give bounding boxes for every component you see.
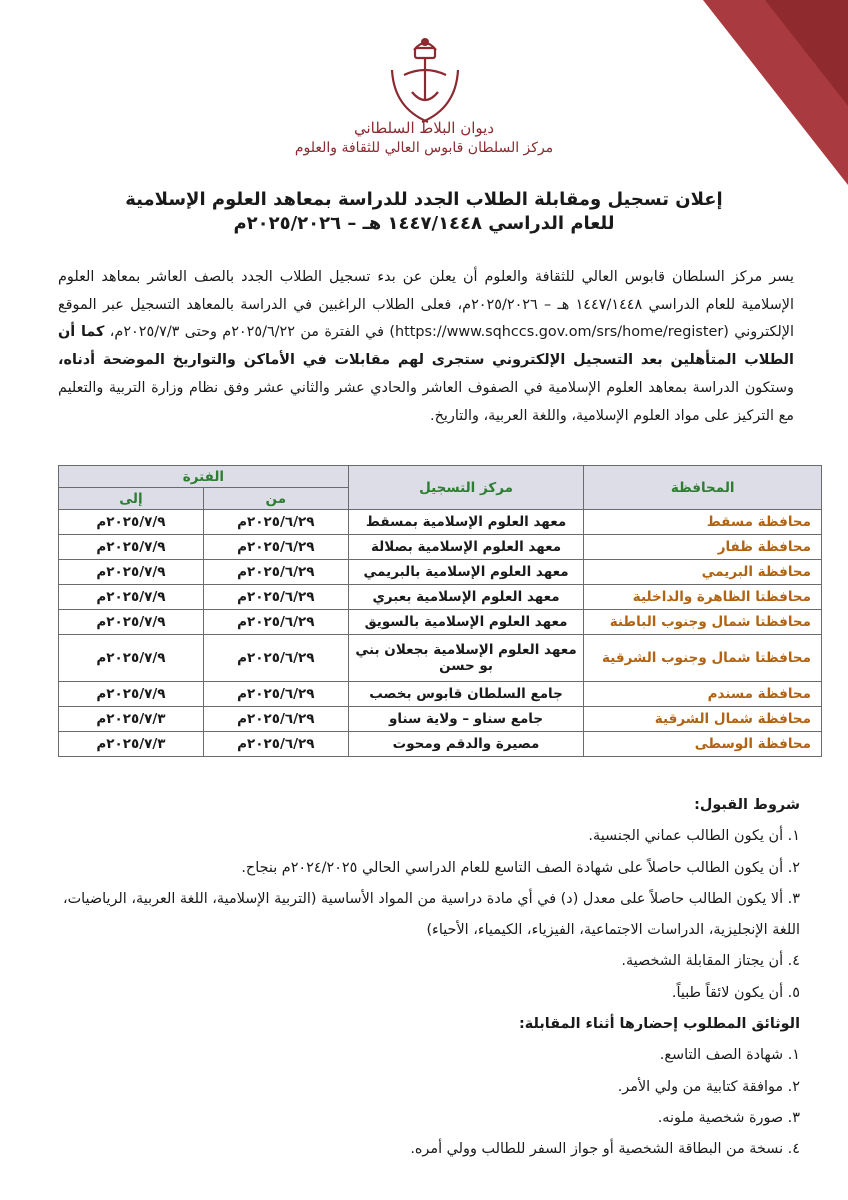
cell-governorate: محافظتا شمال وجنوب الباطنة [584, 610, 822, 635]
title-line1: إعلان تسجيل ومقابلة الطلاب الجدد للدراسة بمعاهد العلوم الإسلامية [125, 189, 723, 210]
table-row [59, 535, 822, 560]
intro-text-2: وستكون الدراسة بمعاهد العلوم الإسلامية في الصفوف العاشر والحادي عشر والثاني عشر وفق نظام وزارة التربية والتعليم مع التركيز على مواد العلوم الإسلامية، واللغة العربية، والتاريخ. [58, 379, 794, 424]
intro-text-bold: كما أن الطلاب المتأهلين بعد التسجيل الإلكتروني ستجرى لهم مقابلات في الأماكن والتواريخ الموضحة أدناه، [58, 324, 794, 369]
cell-governorate: محافظتا شمال وجنوب الشرقية [584, 635, 822, 682]
cell-to: ٢٠٢٥/٧/٩م [59, 560, 204, 585]
header-period: الفترة [59, 466, 349, 488]
list-item: ٣. ألا يكون الطالب حاصلاً على معدل (د) في أي مادة دراسية من المواد الأساسية (التربية الإسلامية، اللغة العربية، الرياضيات، اللغة الإنجليزية، الدراسات الاجتماعية، الفيزياء، الكيمياء، الأحياء) [62, 890, 800, 939]
conditions-section [60, 790, 800, 1166]
cell-governorate: محافظتا الظاهرة والداخلية [584, 585, 822, 610]
cell-to: ٢٠٢٥/٧/٣م [59, 707, 204, 732]
cell-center: معهد العلوم الإسلامية بمسقط [348, 510, 584, 535]
cell-to: ٢٠٢٥/٧/٩م [59, 635, 204, 682]
conditions-heading: شروط القبول: [694, 797, 800, 813]
org-name-line2: مركز السلطان قابوس العالي للثقافة والعلوم [294, 140, 554, 156]
title-line2: للعام الدراسي ١٤٤٧/١٤٤٨ هـ – ٢٠٢٥/٢٠٢٦م [233, 213, 615, 234]
cell-center: معهد العلوم الإسلامية بعبري [348, 585, 584, 610]
list-item: ٤. أن يجتاز المقابلة الشخصية. [621, 953, 800, 970]
list-item: ١. شهادة الصف التاسع. [659, 1047, 800, 1064]
cell-center: جامع سناو – ولاية سناو [348, 707, 584, 732]
list-item: ٤. نسخة من البطاقة الشخصية أو جواز السفر للطالب وولي أمره. [410, 1141, 800, 1158]
cell-from: ٢٠٢٥/٦/٢٩م [203, 560, 348, 585]
organization-header [0, 118, 848, 158]
cell-center: جامع السلطان قابوس بخصب [348, 682, 584, 707]
cell-to: ٢٠٢٥/٧/٩م [59, 535, 204, 560]
announcement-title [0, 188, 848, 236]
cell-center: مصيرة والدقم ومحوت [348, 732, 584, 757]
cell-from: ٢٠٢٥/٦/٢٩م [203, 732, 348, 757]
cell-from: ٢٠٢٥/٦/٢٩م [203, 635, 348, 682]
list-item: ١. أن يكون الطالب عماني الجنسية. [588, 828, 800, 845]
cell-governorate: محافظة مسقط [584, 510, 822, 535]
table-row [59, 635, 822, 682]
table-row [59, 510, 822, 535]
cell-from: ٢٠٢٥/٦/٢٩م [203, 535, 348, 560]
intro-text-1: يسر مركز السلطان قابوس العالي للثقافة والعلوم أن يعلن عن بدء تسجيل الطلاب الجدد بالصف العاشر بمعاهد العلوم الإسلامية للعام الدراسي ١٤٤٧/١٤٤٨ هـ – ٢٠٢٥/٢٠٢٦م، فعلى الطلاب الراغبين في الدراسة بالمعاهد التسجيل عبر الموقع الإلكتروني (https://www.sqhccs.gov.om/srs/home/register) في الفترة من ٢٠٢٥/٦/٢٢م وحتى ٢٠٢٥/٧/٣م، [58, 269, 795, 341]
header-from: من [203, 488, 348, 510]
cell-center: معهد العلوم الإسلامية بالسويق [348, 610, 584, 635]
cell-from: ٢٠٢٥/٦/٢٩م [203, 585, 348, 610]
list-item: ٥. أن يكون لائقاً طبياً. [671, 984, 800, 1001]
table-row [59, 707, 822, 732]
cell-to: ٢٠٢٥/٧/٣م [59, 732, 204, 757]
cell-from: ٢٠٢٥/٦/٢٩م [203, 510, 348, 535]
cell-governorate: محافظة الوسطى [584, 732, 822, 757]
cell-governorate: محافظة البريمي [584, 560, 822, 585]
cell-center: معهد العلوم الإسلامية بجعلان بني بو حسن [348, 635, 584, 682]
cell-governorate: محافظة مسندم [584, 682, 822, 707]
list-item: ٢. أن يكون الطالب حاصلاً على شهادة الصف التاسع للعام الدراسي الحالي ٢٠٢٤/٢٠٢٥م بنجاح. [241, 859, 800, 876]
cell-from: ٢٠٢٥/٦/٢٩م [203, 707, 348, 732]
header-to: إلى [59, 488, 204, 510]
cell-center: معهد العلوم الإسلامية بالبريمي [348, 560, 584, 585]
table-row [59, 560, 822, 585]
intro-paragraph [58, 264, 794, 430]
header-governorate: المحافظة [584, 466, 822, 510]
list-item: ٣. صورة شخصية ملونه. [657, 1109, 800, 1126]
cell-center: معهد العلوم الإسلامية بصلالة [348, 535, 584, 560]
org-name-line1: ديوان البلاط السلطاني [353, 119, 495, 137]
cell-to: ٢٠٢٥/٧/٩م [59, 510, 204, 535]
cell-to: ٢٠٢٥/٧/٩م [59, 585, 204, 610]
cell-to: ٢٠٢٥/٧/٩م [59, 682, 204, 707]
table-row [59, 682, 822, 707]
table-row [59, 585, 822, 610]
cell-from: ٢٠٢٥/٦/٢٩م [203, 610, 348, 635]
cell-from: ٢٠٢٥/٦/٢٩م [203, 682, 348, 707]
documents-heading: الوثائق المطلوب إحضارها أثناء المقابلة: [519, 1016, 800, 1033]
header-center: مركز التسجيل [348, 466, 584, 510]
table-row [59, 732, 822, 757]
schedule-table [58, 465, 822, 757]
list-item: ٢. موافقة كتابية من ولي الأمر. [617, 1078, 800, 1095]
cell-governorate: محافظة ظفار [584, 535, 822, 560]
cell-governorate: محافظة شمال الشرقية [584, 707, 822, 732]
cell-to: ٢٠٢٥/٧/٩م [59, 610, 204, 635]
table-row [59, 610, 822, 635]
